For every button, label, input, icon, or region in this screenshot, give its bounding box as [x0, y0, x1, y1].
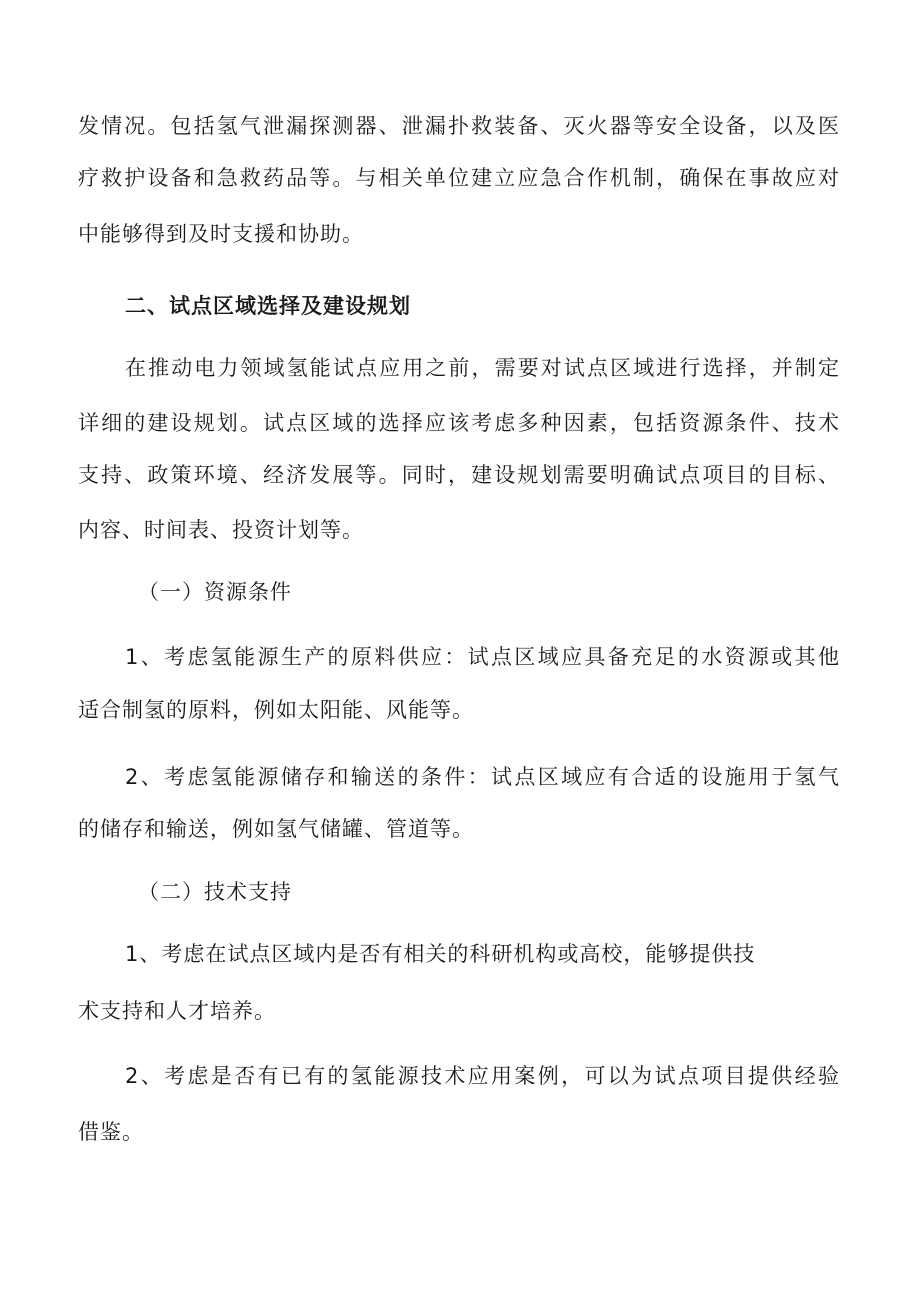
paragraph-line: 支持、政策环境、经济发展等。同时，建设规划需要明确试点项目的目标、 — [78, 463, 840, 487]
paragraph-line: 详细的建设规划。试点区域的选择应该考虑多种因素，包括资源条件、技术 — [78, 411, 840, 435]
list-item: 2、考虑氢能源储存和输送的条件：试点区域应有合适的设施用于氢气 — [125, 765, 840, 789]
section-heading: 二、试点区域选择及建设规划 — [125, 294, 411, 318]
subsection-heading: （二）技术支持 — [138, 880, 292, 904]
list-item: 2、考虑是否有已有的氢能源技术应用案例，可以为试点项目提供经验 — [125, 1064, 840, 1088]
paragraph-line: 发情况。包括氢气泄漏探测器、泄漏扑救装备、灭火器等安全设备，以及医 — [78, 114, 840, 138]
paragraph-line: 内容、时间表、投资计划等。 — [78, 518, 364, 542]
list-item: 1、考虑在试点区域内是否有相关的科研机构或高校，能够提供技 — [125, 942, 756, 966]
paragraph-line: 中能够得到及时支援和协助。 — [78, 222, 364, 246]
paragraph-line: 疗救护设备和急救药品等。与相关单位建立应急合作机制，确保在事故应对 — [78, 166, 840, 190]
list-item-continuation: 借鉴。 — [78, 1120, 144, 1144]
list-item-continuation: 的储存和输送，例如氢气储罐、管道等。 — [78, 817, 474, 841]
paragraph-line: 在推动电力领域氢能试点应用之前，需要对试点区域进行选择，并制定 — [125, 356, 840, 380]
list-item-continuation: 术支持和人才培养。 — [78, 999, 276, 1023]
subsection-heading: （一）资源条件 — [138, 580, 292, 604]
list-item: 1、考虑氢能源生产的原料供应：试点区域应具备充足的水资源或其他 — [125, 645, 840, 669]
list-item-continuation: 适合制氢的原料，例如太阳能、风能等。 — [78, 698, 474, 722]
